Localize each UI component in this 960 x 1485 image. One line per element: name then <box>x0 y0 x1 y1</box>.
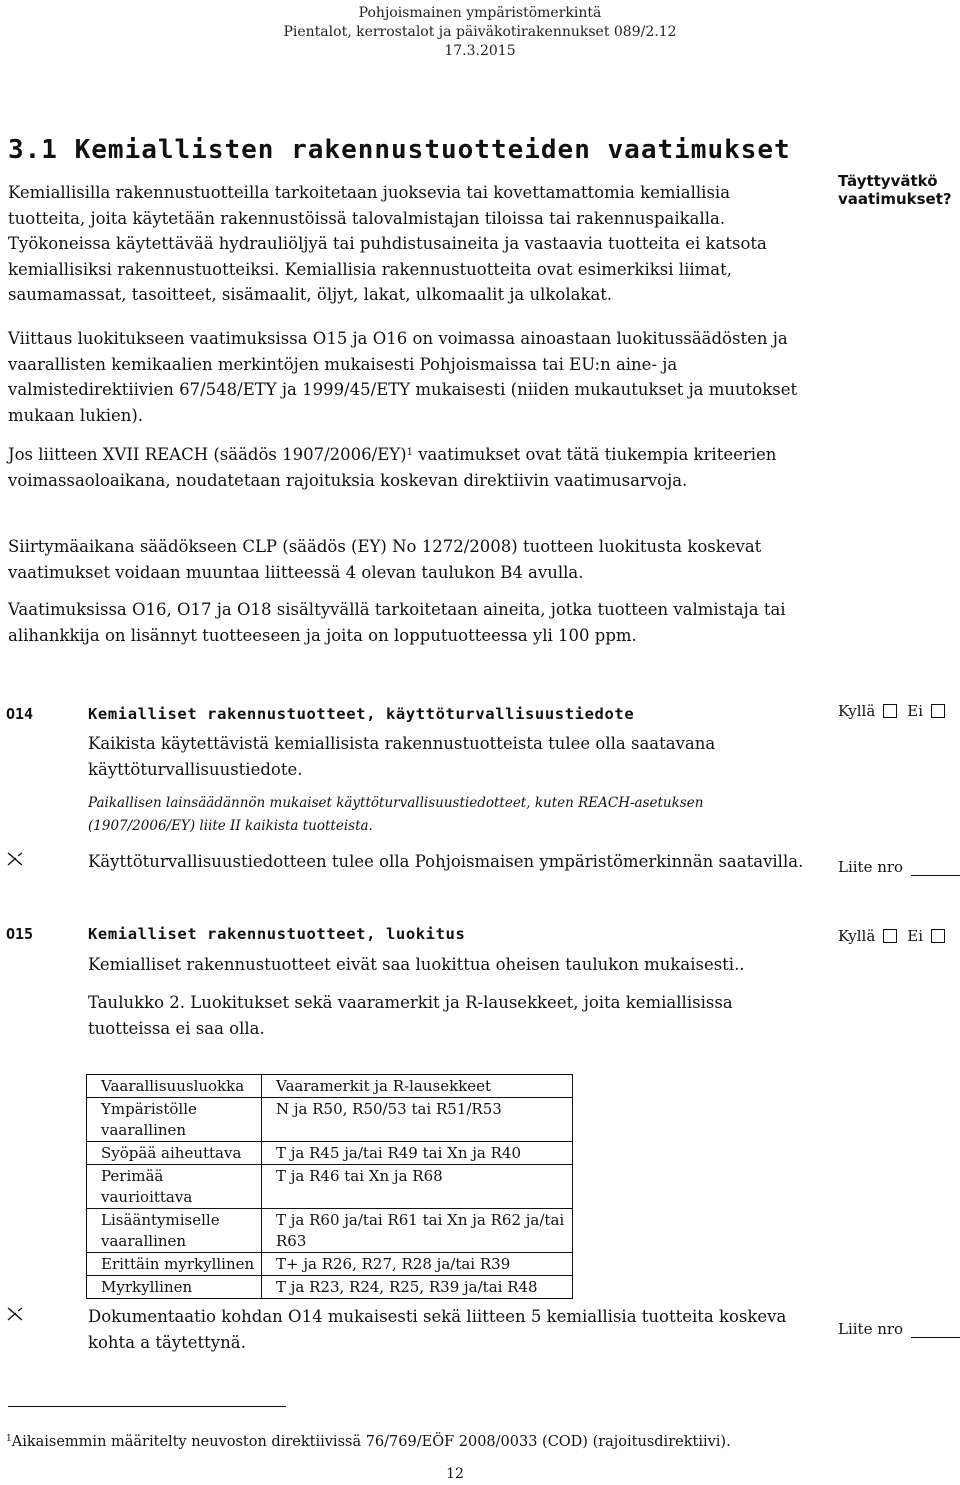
o14-no-label: Ei <box>907 702 924 720</box>
o15-check-text: Dokumentaatio kohdan O14 mukaisesti sekä liitteen 5 kemiallisia tuotteita koskeva kohta a täytettynä. <box>88 1307 787 1352</box>
o14-yes-checkbox[interactable] <box>883 704 897 718</box>
footnote <box>6 1434 731 1450</box>
table-row <box>87 1098 573 1142</box>
o15-attach-label: Liite nro <box>838 1320 904 1338</box>
document-header <box>0 4 960 61</box>
table-row <box>87 1276 573 1299</box>
table-cell-phrases: T ja R23, R24, R25, R39 ja/tai R48 <box>262 1276 573 1299</box>
o14-yes-label: Kyllä <box>838 702 876 720</box>
o15-no-label: Ei <box>907 927 924 945</box>
o14-title: Kemialliset rakennustuotteet, käyttöturvallisuustiedote <box>88 705 635 723</box>
check-mark-icon <box>6 1306 24 1322</box>
footnote-ref: 1 <box>406 447 413 458</box>
o14-note: Paikallisen lainsäädännön mukaiset käyttöturvallisuustiedotteet, kuten REACH-asetuksen (1907/2006/EY) liite II kaikista tuotteista. <box>88 795 704 834</box>
table-row <box>87 1253 573 1276</box>
o14-attachment <box>838 858 960 876</box>
o14-code: O14 <box>6 705 34 723</box>
intro-paragraph-3 <box>8 442 798 493</box>
o15-no-checkbox[interactable] <box>931 929 945 943</box>
table-row <box>87 1142 573 1165</box>
check-mark-icon <box>6 851 24 867</box>
table-cell-phrases: T+ ja R26, R27, R28 ja/tai R39 <box>262 1253 573 1276</box>
o15-title: Kemialliset rakennustuotteet, luokitus <box>88 925 466 943</box>
o15-yes-label: Kyllä <box>838 927 876 945</box>
o15-body: Kemialliset rakennustuotteet eivät saa luokittua oheisen taulukon mukaisesti.. <box>88 955 745 974</box>
header-line-3: 17.3.2015 <box>444 43 516 59</box>
table-cell-class: Ympäristölle vaarallinen <box>87 1098 262 1142</box>
table-cell-phrases: T ja R45 ja/tai R49 tai Xn ja R40 <box>262 1142 573 1165</box>
p3-text-after: vaatimukset ovat tätä tiukempia kriteerien voimassaoloaikana, noudatetaan rajoituksia koskevan direktiivin vaatimusarvoja. <box>8 445 777 490</box>
table-row <box>87 1165 573 1209</box>
intro-paragraph-4: Siirtymäaikana säädökseen CLP (säädös (EY) No 1272/2008) tuotteen luokitusta koskevat vaatimukset voidaan muuntaa liitteessä 4 olevan taulukon B4 avulla. <box>8 537 762 582</box>
o14-body: Kaikista käytettävistä kemiallisista rakennustuotteista tulee olla saatavana käyttöturvallisuustiedote. <box>88 734 716 779</box>
table-header-cell: Vaarallisuusluokka <box>87 1075 262 1098</box>
o15-attachment <box>838 1320 960 1338</box>
o14-yes-no <box>838 702 951 720</box>
intro-paragraph-2: Viittaus luokitukseen vaatimuksissa O15 ja O16 on voimassa ainoastaan luokitussäädösten ja vaarallisten kemikaalien merkintöjen mukaisesti Pohjoismaissa tai EU:n aine- ja valmistedirektiivien 67/548/ETY ja 1999/45/ETY mukaisesti (niiden mukautukset ja muutokset mukaan lukien). <box>8 329 798 425</box>
table-header-row <box>87 1075 573 1098</box>
intro-paragraph-1: Kemiallisilla rakennustuotteilla tarkoitetaan juoksevia tai kovettamattomia kemiallisia tuotteita, joita käytetään rakennustöissä talovalmistajan tiloissa tai rakennuspaikalla. Työkoneissa käytettävää hydrauliöljyä tai puhdistusaineita ja vastaavia tuotteita ei katsota kemiallisiksi rakennustuotteiksi. Kemiallisia rakennustuotteita ovat esimerkiksi liimat, saumamassat, tasoitteet, sisämaalit, öljyt, lakat, ulkomaalit ja ulkolakat. <box>8 183 767 304</box>
compliance-column-label <box>838 172 952 208</box>
footnote-number: 1 <box>6 1434 12 1444</box>
table-cell-phrases: T ja R46 tai Xn ja R68 <box>262 1165 573 1209</box>
table-cell-class: Erittäin myrkyllinen <box>87 1253 262 1276</box>
p3-text-before: Jos liitteen XVII REACH (säädös 1907/2006/EY) <box>8 445 407 464</box>
table-cell-class: Lisääntymiselle vaarallinen <box>87 1209 262 1253</box>
header-line-2: Pientalot, kerrostalot ja päiväkotirakennukset 089/2.12 <box>283 24 677 40</box>
intro-paragraph-5: Vaatimuksissa O16, O17 ja O18 sisältyvällä tarkoitetaan aineita, jotka tuotteen valmistaja tai alihankkija on lisännyt tuotteeseen ja joita on lopputuotteessa yli 100 ppm. <box>8 600 786 645</box>
o15-yes-checkbox[interactable] <box>883 929 897 943</box>
o14-check-text: Käyttöturvallisuustiedotteen tulee olla Pohjoismaisen ympäristömerkinnän saatavilla. <box>88 852 804 871</box>
compliance-label-line-2: vaatimukset? <box>838 190 952 208</box>
o14-attach-field[interactable] <box>911 861 960 876</box>
o14-attach-label: Liite nro <box>838 858 904 876</box>
compliance-label-line-1: Täyttyvätkö <box>838 172 938 190</box>
o15-table-caption: Taulukko 2. Luokitukset sekä vaaramerkit ja R-lausekkeet, joita kemiallisissa tuotteissa ei saa olla. <box>88 993 733 1038</box>
classification-table-body <box>87 1075 573 1299</box>
table-cell-phrases: T ja R60 ja/tai R61 tai Xn ja R62 ja/tai R63 <box>262 1209 573 1253</box>
header-line-1: Pohjoismainen ympäristömerkintä <box>358 5 602 21</box>
classification-table <box>86 1074 573 1299</box>
table-cell-class: Myrkyllinen <box>87 1276 262 1299</box>
o15-yes-no <box>838 927 951 945</box>
section-title: 3.1 Kemiallisten rakennustuotteiden vaatimukset <box>8 135 791 165</box>
table-row <box>87 1209 573 1253</box>
table-cell-phrases: N ja R50, R50/53 tai R51/R53 <box>262 1098 573 1142</box>
footnote-separator <box>8 1406 286 1407</box>
o15-attach-field[interactable] <box>911 1323 960 1338</box>
table-cell-class: Syöpää aiheuttava <box>87 1142 262 1165</box>
table-header-cell: Vaaramerkit ja R-lausekkeet <box>262 1075 573 1098</box>
page-number: 12 <box>446 1466 464 1482</box>
o14-no-checkbox[interactable] <box>931 704 945 718</box>
o15-code: O15 <box>6 925 34 943</box>
table-cell-class: Perimää vaurioittava <box>87 1165 262 1209</box>
footnote-text: Aikaisemmin määritelty neuvoston direktiivissä 76/769/EÖF 2008/0033 (COD) (rajoitusdirektiivi). <box>11 1434 731 1450</box>
